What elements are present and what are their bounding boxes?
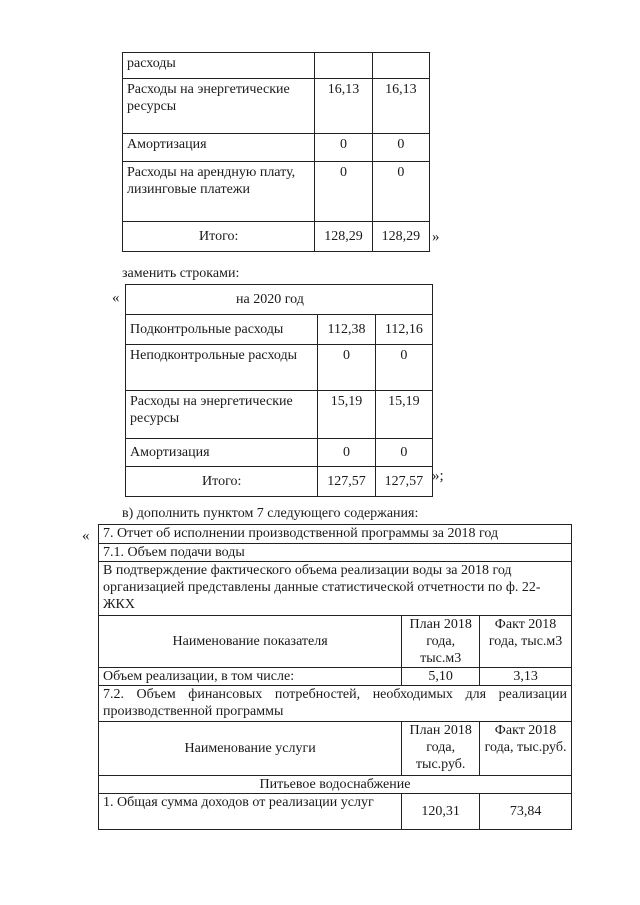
row-value: 0 — [315, 134, 372, 162]
row-label: 1. Общая сумма доходов от реализации услуг — [99, 794, 402, 830]
row-value: 0 — [372, 162, 429, 222]
column-header-fact: Факт 2018 года, тыс.руб. — [480, 722, 572, 776]
row-value: 0 — [375, 345, 432, 391]
expenses-table-old — [122, 52, 430, 252]
table-row — [123, 134, 430, 162]
row-label: Расходы на энергетические ресурсы — [126, 391, 318, 439]
table-row — [126, 439, 433, 467]
close-quote: »; — [432, 468, 444, 484]
column-header-plan: План 2018 года, тыс.руб. — [402, 722, 480, 776]
column-header-fact: Факт 2018 года, тыс.м3 — [480, 616, 572, 668]
expenses-table-new — [125, 284, 433, 497]
total-value: 128,29 — [315, 222, 372, 252]
row-label: Неподконтрольные расходы — [126, 345, 318, 391]
row-label: Амортизация — [126, 439, 318, 467]
section-title-row — [99, 544, 572, 562]
row-value — [372, 53, 429, 79]
row-value: 15,19 — [375, 391, 432, 439]
column-header-name: Наименование услуги — [99, 722, 402, 776]
column-header-name: Наименование показателя — [99, 616, 402, 668]
table-row — [99, 668, 572, 686]
row-value — [315, 53, 372, 79]
table-header-row — [99, 616, 572, 668]
total-value: 128,29 — [372, 222, 429, 252]
row-value: 16,13 — [315, 79, 372, 134]
row-value: 73,84 — [480, 794, 572, 830]
row-value: 0 — [318, 439, 375, 467]
row-value: 5,10 — [402, 668, 480, 686]
table-header: на 2020 год — [126, 285, 433, 315]
table-row — [123, 162, 430, 222]
row-label: Амортизация — [123, 134, 315, 162]
table-total-row — [123, 222, 430, 252]
section-text: В подтверждение фактического объема реализации воды за 2018 год организацией представлены данные статистической отчетности по ф. 22-ЖКХ — [99, 562, 572, 616]
report-title-row — [99, 525, 572, 544]
total-label: Итого: — [126, 467, 318, 497]
total-label: Итого: — [123, 222, 315, 252]
table-row — [123, 53, 430, 79]
row-value: 112,16 — [375, 315, 432, 345]
close-quote: » — [432, 229, 440, 245]
section-title-row — [99, 686, 572, 722]
table-header-row — [126, 285, 433, 315]
report-title: 7. Отчет об исполнении производственной программы за 2018 год — [99, 525, 572, 544]
row-label: Расходы на энергетические ресурсы — [123, 79, 315, 134]
row-value: 0 — [315, 162, 372, 222]
table-total-row — [126, 467, 433, 497]
column-header-plan: План 2018 года, тыс.м3 — [402, 616, 480, 668]
open-quote: « — [82, 528, 90, 544]
subhead-row — [99, 776, 572, 794]
subhead: Питьевое водоснабжение — [99, 776, 572, 794]
row-value: 16,13 — [372, 79, 429, 134]
row-label: Расходы на арендную плату, лизинговые платежи — [123, 162, 315, 222]
row-value: 0 — [372, 134, 429, 162]
row-value: 15,19 — [318, 391, 375, 439]
row-value: 120,31 — [402, 794, 480, 830]
row-value: 112,38 — [318, 315, 375, 345]
table-row — [126, 391, 433, 439]
table-row — [126, 315, 433, 345]
table-row — [99, 794, 572, 830]
row-value: 0 — [318, 345, 375, 391]
table-row — [123, 79, 430, 134]
program-report-table — [98, 524, 572, 830]
section-title: 7.2. Объем финансовых потребностей, необходимых для реализации производственной программы — [99, 686, 572, 722]
row-value: 3,13 — [480, 668, 572, 686]
table-header-row — [99, 722, 572, 776]
row-label: Объем реализации, в том числе: — [99, 668, 402, 686]
row-value: 0 — [375, 439, 432, 467]
total-value: 127,57 — [318, 467, 375, 497]
replace-text: заменить строками: — [122, 266, 240, 281]
section-title: 7.1. Объем подачи воды — [99, 544, 572, 562]
open-quote: « — [112, 290, 120, 306]
total-value: 127,57 — [375, 467, 432, 497]
row-label: расходы — [123, 53, 315, 79]
section-text-row — [99, 562, 572, 616]
add-text: в) дополнить пунктом 7 следующего содержания: — [122, 506, 419, 521]
table-row — [126, 345, 433, 391]
row-label: Подконтрольные расходы — [126, 315, 318, 345]
